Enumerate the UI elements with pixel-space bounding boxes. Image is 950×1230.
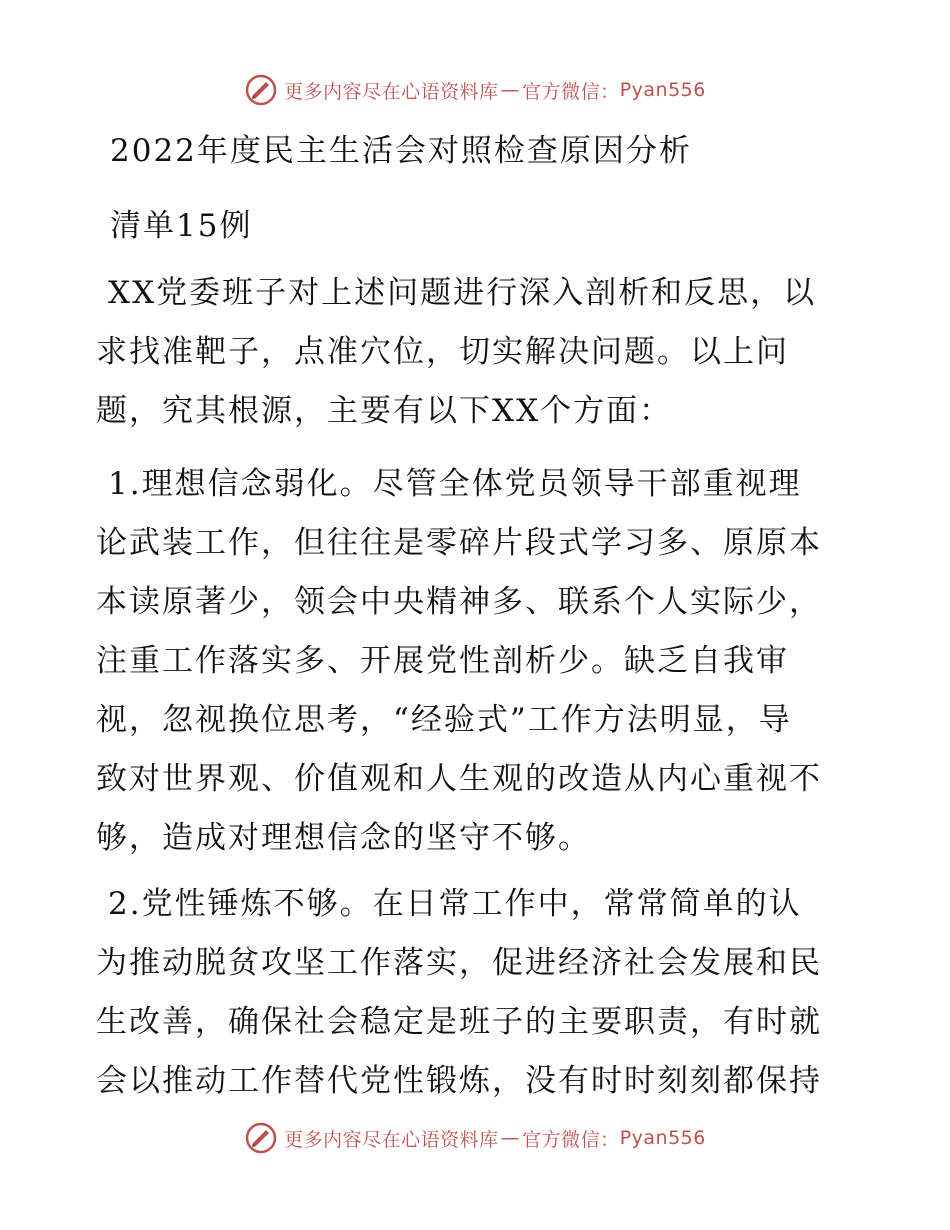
watermark-dash: — bbox=[500, 79, 521, 101]
document-subtitle: 清单15例 bbox=[110, 208, 253, 244]
paragraph-line: 本读原著少，领会中央精神多、联系个人实际少， bbox=[96, 584, 822, 620]
paragraph-line: 会以推动工作替代党性锻炼，没有时时刻刻都保持 bbox=[96, 1063, 822, 1099]
watermark-account: Pyan556 bbox=[619, 79, 706, 101]
paragraph-item-1 bbox=[96, 455, 856, 868]
paragraph-item-2 bbox=[96, 875, 856, 1111]
watermark-text: 更多内容尽在心语资料库 bbox=[284, 1128, 499, 1151]
paragraph-line: 生改善，确保社会稳定是班子的主要职责，有时就 bbox=[96, 1004, 822, 1040]
hand-pen-logo-icon bbox=[244, 73, 278, 107]
watermark-official-label: 官方微信： bbox=[522, 1128, 620, 1151]
header-watermark bbox=[0, 70, 950, 110]
paragraph-intro bbox=[96, 264, 856, 441]
paragraph-line: 注重工作落实多、开展党性剖析少。缺乏自我审 bbox=[96, 643, 789, 679]
paragraph-line: 够，造成对理想信念的坚守不够。 bbox=[96, 820, 591, 856]
watermark-text: 更多内容尽在心语资料库 bbox=[284, 80, 499, 103]
paragraph-line: 致对世界观、价值观和人生观的改造从内心重视不 bbox=[96, 761, 822, 797]
watermark-official-label: 官方微信： bbox=[522, 80, 620, 103]
paragraph-line: 为推动脱贫攻坚工作落实，促进经济社会发展和民 bbox=[96, 945, 822, 981]
paragraph-line: 论武装工作，但往往是零碎片段式学习多、原原本 bbox=[96, 525, 822, 561]
document-title: 2022年度民主生活会对照检查原因分析 bbox=[110, 133, 692, 169]
hand-pen-logo-icon bbox=[244, 1121, 278, 1155]
watermark-account: Pyan556 bbox=[619, 1127, 706, 1149]
paragraph-line: XX党委班子对上述问题进行深入剖析和反思，以 bbox=[108, 275, 817, 311]
paragraph-line: 2.党性锤炼不够。在日常工作中，常常简单的认 bbox=[108, 886, 802, 922]
paragraph-line: 1.理想信念弱化。尽管全体党员领导干部重视理 bbox=[108, 466, 802, 502]
watermark-dash: — bbox=[500, 1127, 521, 1149]
paragraph-line: 题，究其根源，主要有以下XX个方面： bbox=[96, 393, 673, 429]
paragraph-line: 视，忽视换位思考，“经验式”工作方法明显，导 bbox=[96, 702, 792, 738]
paragraph-line: 求找准靶子，点准穴位，切实解决问题。以上问 bbox=[96, 334, 789, 370]
footer-watermark bbox=[0, 1118, 950, 1158]
